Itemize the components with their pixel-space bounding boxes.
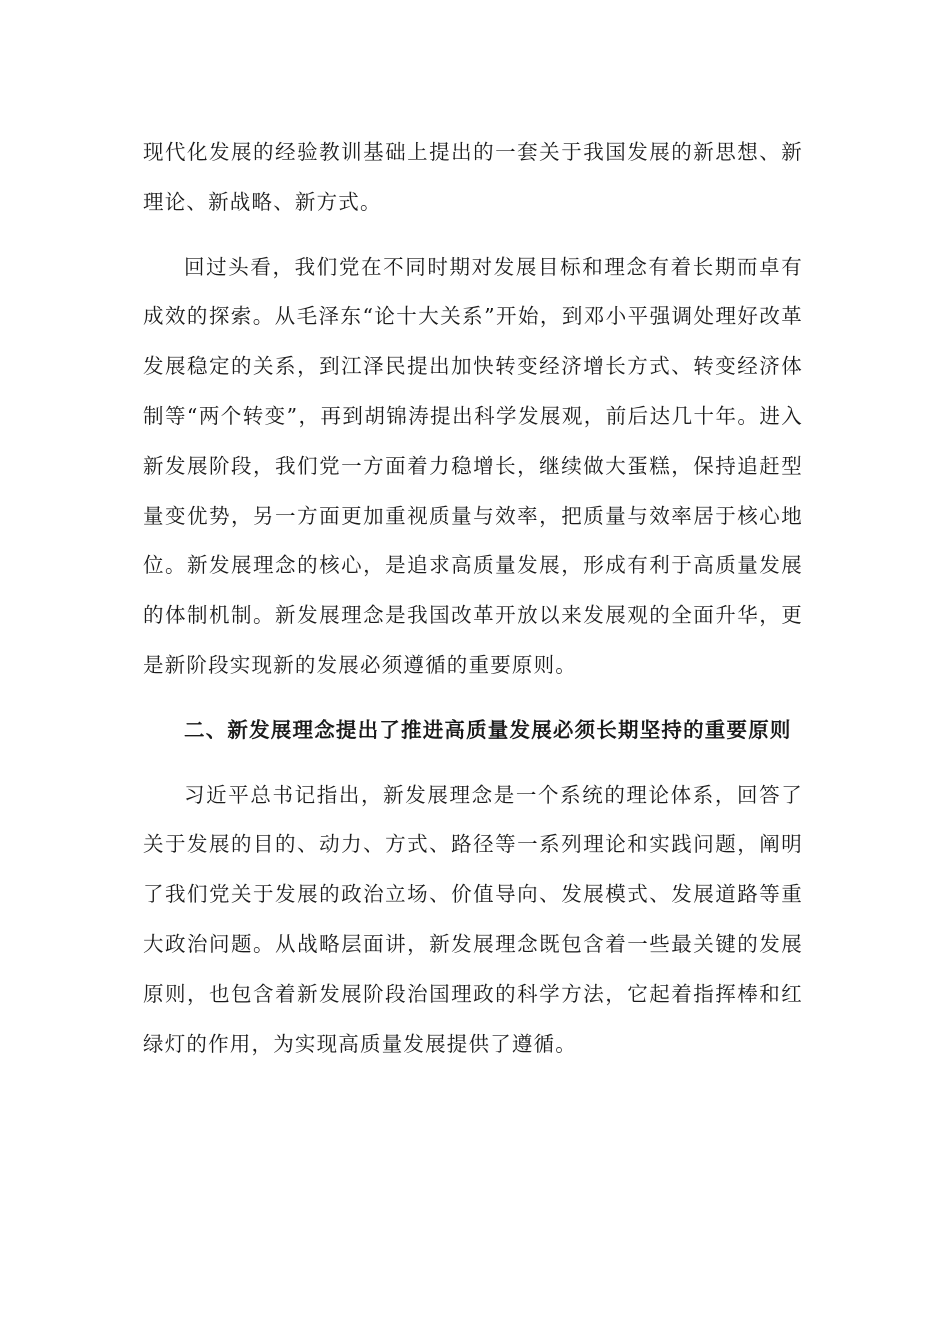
paragraph-spacer bbox=[143, 691, 803, 706]
section-heading: 二、新发展理念提出了推进高质量发展必须长期坚持的重要原则 bbox=[184, 717, 792, 742]
document-body bbox=[143, 128, 803, 1069]
body-paragraph-2: 习近平总书记指出，新发展理念是一个系统的理论体系，回答了关于发展的目的、动力、方式、路径等一系列理论和实践问题，阐明了我们党关于发展的政治立场、价值导向、发展模式、发展道路等重大政治问题。从战略层面讲，新发展理念既包含着一些最关键的发展原则，也包含着新发展阶段治国理政的科学方法，它起着指挥棒和红绿灯的作用，为实现高质量发展提供了遵循。 bbox=[143, 782, 803, 1056]
paragraph-spacer bbox=[143, 228, 803, 243]
paragraph-spacer bbox=[143, 756, 803, 771]
body-paragraph-1: 回过头看，我们党在不同时期对发展目标和理念有着长期而卓有成效的探索。从毛泽东“论十大关系”开始，到邓小平强调处理好改革发展稳定的关系，到江泽民提出加快转变经济增长方式、转变经济体制等“两个转变”，再到胡锦涛提出科学发展观，前后达几十年。进入新发展阶段，我们党一方面着力稳增长，继续做大蛋糕，保持追赶型量变优势，另一方面更加重视质量与效率，把质量与效率居于核心地位。新发展理念的核心，是追求高质量发展，形成有利于高质量发展的体制机制。新发展理念是我国改革开放以来发展观的全面升华，更是新阶段实现新的发展必须遵循的重要原则。 bbox=[143, 254, 803, 677]
continuation-paragraph: 现代化发展的经验教训基础上提出的一套关于我国发展的新思想、新理论、新战略、新方式。 bbox=[143, 140, 803, 214]
